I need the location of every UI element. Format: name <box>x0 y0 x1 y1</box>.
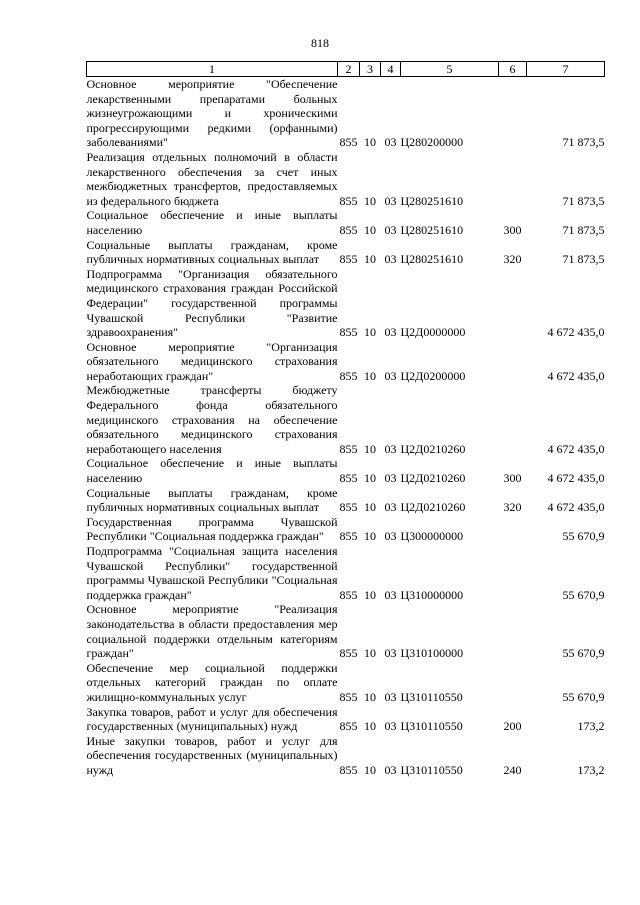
table-row <box>87 77 605 150</box>
row-name: Закупка товаров, работ и услуг для обеспечения государственных (муниципальных) нужд <box>86 704 338 734</box>
row-subsection-code: 03 <box>384 646 397 661</box>
row-expense-type <box>499 515 527 544</box>
row-subsection-code: 03 <box>384 441 397 456</box>
row-section-code: 10 <box>364 222 376 237</box>
table-row <box>87 150 605 208</box>
row-target-article: Ц2Д0210260 <box>400 500 466 515</box>
row-ministry-code: 855 <box>339 471 358 486</box>
row-section-code: 10 <box>364 689 376 704</box>
row-name: Социальные выплаты гражданам, кроме публичных нормативных социальных выплат <box>86 237 338 267</box>
row-expense-type <box>499 150 527 208</box>
row-section-code: 10 <box>364 719 376 734</box>
column-header-subsection: 4 <box>381 62 401 77</box>
table-row <box>87 661 605 705</box>
row-amount: 71 873,5 <box>562 135 605 150</box>
row-amount: 55 670,9 <box>562 587 605 602</box>
row-amount: 4 672 435,0 <box>547 441 605 456</box>
row-target-article: Ц280200000 <box>400 135 464 150</box>
row-subsection-code: 03 <box>384 471 397 486</box>
table-row <box>87 340 605 384</box>
table-row <box>87 515 605 544</box>
row-name: Социальное обеспечение и иные выплаты населению <box>86 456 338 486</box>
row-subsection-code: 03 <box>384 719 397 734</box>
row-expense-type: 320 <box>503 500 522 515</box>
row-section-code: 10 <box>364 762 376 777</box>
row-expense-type <box>499 340 527 384</box>
row-name: Основное мероприятие "Организация обязательного медицинского страхования неработающих граждан" <box>86 339 338 383</box>
row-subsection-code: 03 <box>384 252 397 267</box>
row-ministry-code: 855 <box>339 762 358 777</box>
page-number: 818 <box>311 36 329 50</box>
column-header-target-article: 5 <box>401 62 499 77</box>
row-subsection-code: 03 <box>384 135 397 150</box>
table-row <box>87 383 605 456</box>
row-ministry-code: 855 <box>339 222 358 237</box>
row-amount: 55 670,9 <box>562 646 605 661</box>
row-section-code: 10 <box>364 135 376 150</box>
row-subsection-code: 03 <box>384 762 397 777</box>
row-target-article: Ц2Д0210260 <box>400 471 466 486</box>
row-target-article: Ц280251610 <box>400 193 464 208</box>
row-amount: 55 670,9 <box>562 529 605 544</box>
table-row <box>87 705 605 734</box>
table-body <box>87 77 605 778</box>
row-target-article: Ц310110550 <box>400 719 463 734</box>
row-ministry-code: 855 <box>339 368 358 383</box>
column-header-amount: 7 <box>527 62 605 77</box>
row-section-code: 10 <box>364 529 376 544</box>
row-subsection-code: 03 <box>384 689 397 704</box>
row-expense-type <box>499 383 527 456</box>
row-expense-type <box>499 661 527 705</box>
table-row <box>87 267 605 340</box>
row-amount: 4 672 435,0 <box>547 368 605 383</box>
table-row <box>87 734 605 778</box>
row-amount: 71 873,5 <box>562 193 605 208</box>
row-name: Реализация отдельных полномочий в области лекарственного обеспечения за счет иных межбюджетных трансфертов, предоставляемых из федерального бюджета <box>86 149 338 208</box>
row-expense-type <box>499 602 527 660</box>
table-row <box>87 456 605 485</box>
row-name: Социальное обеспечение и иные выплаты населению <box>86 208 338 237</box>
row-target-article: Ц310100000 <box>400 646 464 661</box>
row-name: Иные закупки товаров, работ и услуг для обеспечения государственных (муниципальных) нужд <box>86 733 338 777</box>
row-section-code: 10 <box>364 471 376 486</box>
row-section-code: 10 <box>364 587 376 602</box>
row-expense-type <box>499 77 527 150</box>
row-name: Подпрограмма "Социальная защита населения Чувашской Республики" государственной программы Чувашской Республики "Социальная поддержка граждан" <box>86 544 338 602</box>
row-target-article: Ц2Д0210260 <box>400 441 466 456</box>
column-header-expense-type: 6 <box>499 62 527 77</box>
row-name: Обеспечение мер социальной поддержки отдельных категорий граждан по оплате жилищно-коммунальных услуг <box>86 660 338 704</box>
row-amount: 71 873,5 <box>562 222 605 237</box>
row-expense-type <box>499 267 527 340</box>
table-row <box>87 544 605 602</box>
row-subsection-code: 03 <box>384 325 397 340</box>
row-target-article: Ц2Д0000000 <box>400 325 466 340</box>
budget-table <box>86 61 605 778</box>
row-amount: 4 672 435,0 <box>547 471 605 486</box>
row-section-code: 10 <box>364 252 376 267</box>
row-amount: 4 672 435,0 <box>547 500 605 515</box>
row-ministry-code: 855 <box>339 135 358 150</box>
row-amount: 173,2 <box>577 719 605 734</box>
row-ministry-code: 855 <box>339 719 358 734</box>
row-expense-type: 200 <box>503 719 522 734</box>
row-target-article: Ц280251610 <box>400 252 464 267</box>
row-name: Подпрограмма "Организация обязательного медицинского страхования граждан Российской Федерации" государственной программы Чувашской Республики "Развитие здравоохранения" <box>86 266 338 340</box>
row-amount: 173,2 <box>577 762 605 777</box>
row-ministry-code: 855 <box>339 325 358 340</box>
row-ministry-code: 855 <box>339 689 358 704</box>
table-header <box>87 62 605 77</box>
row-subsection-code: 03 <box>384 500 397 515</box>
row-ministry-code: 855 <box>339 252 358 267</box>
row-ministry-code: 855 <box>339 441 358 456</box>
row-expense-type: 320 <box>503 252 522 267</box>
row-subsection-code: 03 <box>384 222 397 237</box>
row-subsection-code: 03 <box>384 587 397 602</box>
row-section-code: 10 <box>364 646 376 661</box>
row-section-code: 10 <box>364 325 376 340</box>
row-name: Межбюджетные трансферты бюджету Федерального фонда обязательного медицинского страхования на обеспечение обязательного медицинского страхования неработающего населения <box>86 383 338 456</box>
row-ministry-code: 855 <box>339 193 358 208</box>
table-row <box>87 486 605 515</box>
row-section-code: 10 <box>364 368 376 383</box>
header-row <box>87 62 605 77</box>
row-target-article: Ц300000000 <box>400 529 464 544</box>
row-target-article: Ц310000000 <box>400 587 464 602</box>
row-target-article: Ц2Д0200000 <box>400 368 466 383</box>
row-subsection-code: 03 <box>384 193 397 208</box>
row-ministry-code: 855 <box>339 529 358 544</box>
row-target-article: Ц280251610 <box>400 222 464 237</box>
row-name: Основное мероприятие "Реализация законодательства в области предоставления мер социальной поддержки отдельным категориям граждан" <box>86 602 338 661</box>
row-expense-type: 300 <box>503 471 522 486</box>
row-section-code: 10 <box>364 441 376 456</box>
row-amount: 71 873,5 <box>562 252 605 267</box>
table-row <box>87 602 605 660</box>
row-ministry-code: 855 <box>339 587 358 602</box>
row-amount: 4 672 435,0 <box>547 325 605 340</box>
row-subsection-code: 03 <box>384 368 397 383</box>
column-header-section: 3 <box>360 62 381 77</box>
row-subsection-code: 03 <box>384 529 397 544</box>
row-ministry-code: 855 <box>339 646 358 661</box>
row-expense-type <box>499 544 527 602</box>
column-header-name: 1 <box>87 62 338 77</box>
row-name: Государственная программа Чувашской Республики "Социальная поддержка граждан" <box>86 514 338 544</box>
row-amount: 55 670,9 <box>562 689 605 704</box>
row-name: Основное мероприятие "Обеспечение лекарственными препаратами больных жизнеугрожающими и хроническими прогрессирующими редкими (орфанными) заболеваниями" <box>86 77 338 150</box>
row-target-article: Ц310110550 <box>400 762 463 777</box>
column-header-ministry: 2 <box>338 62 360 77</box>
row-expense-type: 240 <box>503 762 522 777</box>
row-name: Социальные выплаты гражданам, кроме публичных нормативных социальных выплат <box>86 485 338 515</box>
row-section-code: 10 <box>364 193 376 208</box>
table-row <box>87 208 605 237</box>
row-section-code: 10 <box>364 500 376 515</box>
row-expense-type: 300 <box>503 222 522 237</box>
row-target-article: Ц310110550 <box>400 689 463 704</box>
table-row <box>87 238 605 267</box>
row-ministry-code: 855 <box>339 500 358 515</box>
